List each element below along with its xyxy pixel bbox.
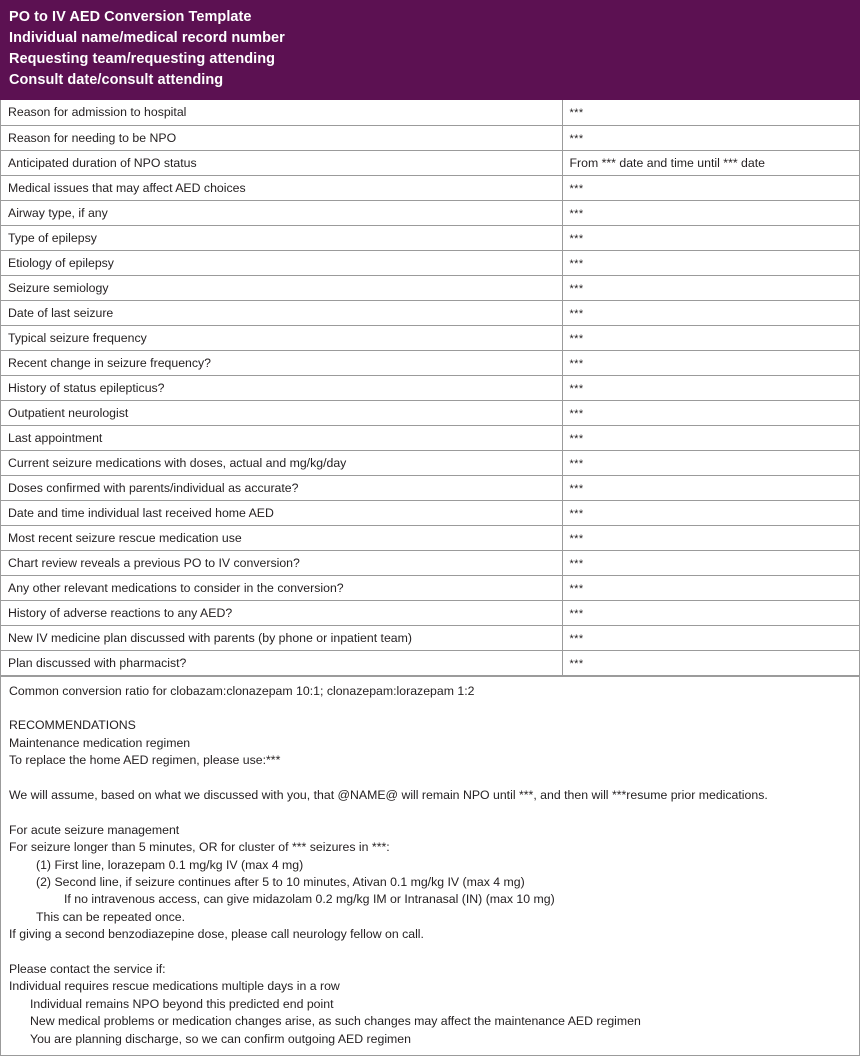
intake-table-body — [1, 100, 860, 675]
table-cell-label: Date and time individual last received home AED — [1, 500, 562, 525]
table-cell-label: Seizure semiology — [1, 275, 562, 300]
note-line: If giving a second benzodiazepine dose, please call neurology fellow on call. — [9, 927, 424, 942]
table-row — [1, 250, 860, 275]
table-cell-value[interactable]: *** — [562, 400, 860, 425]
header-line-individual: Individual name/medical record number — [9, 30, 285, 46]
table-cell-value[interactable]: From *** date and time until *** date — [562, 150, 860, 175]
table-cell-label: Outpatient neurologist — [1, 400, 562, 425]
table-cell-label: History of adverse reactions to any AED? — [1, 600, 562, 625]
note-line: For seizure longer than 5 minutes, OR for cluster of *** seizures in ***: — [9, 840, 390, 855]
table-cell-label: New IV medicine plan discussed with parents (by phone or inpatient team) — [1, 625, 562, 650]
table-cell-label: Any other relevant medications to consider in the conversion? — [1, 575, 562, 600]
table-cell-label: Typical seizure frequency — [1, 325, 562, 350]
note-spacer — [9, 944, 851, 961]
intake-table-container — [0, 100, 860, 677]
table-row — [1, 200, 860, 225]
table-cell-value[interactable]: *** — [562, 575, 860, 600]
table-cell-label: Reason for admission to hospital — [1, 100, 562, 125]
table-row — [1, 475, 860, 500]
table-row — [1, 350, 860, 375]
note-line: RECOMMENDATIONS — [9, 718, 136, 733]
table-cell-value[interactable]: *** — [562, 600, 860, 625]
table-row — [1, 600, 860, 625]
table-cell-label: Chart review reveals a previous PO to IV conversion? — [1, 550, 562, 575]
table-row — [1, 275, 860, 300]
table-cell-value[interactable]: *** — [562, 475, 860, 500]
header-line-title: PO to IV AED Conversion Template — [9, 9, 252, 25]
table-cell-value[interactable]: *** — [562, 325, 860, 350]
table-cell-label: Anticipated duration of NPO status — [1, 150, 562, 175]
table-cell-label: Most recent seizure rescue medication use — [1, 525, 562, 550]
table-cell-label: Current seizure medications with doses, actual and mg/kg/day — [1, 450, 562, 475]
note-line: Please contact the service if: — [9, 961, 166, 976]
table-row — [1, 575, 860, 600]
table-cell-label: Last appointment — [1, 425, 562, 450]
table-cell-value[interactable]: *** — [562, 125, 860, 150]
note-line: (1) First line, lorazepam 0.1 mg/kg IV (max 4 mg) — [36, 857, 304, 872]
table-cell-label: Plan discussed with pharmacist? — [1, 650, 562, 675]
table-row — [1, 500, 860, 525]
table-row — [1, 425, 860, 450]
note-spacer — [9, 804, 851, 821]
table-cell-value[interactable]: *** — [562, 300, 860, 325]
table-cell-label: Type of epilepsy — [1, 225, 562, 250]
table-row — [1, 400, 860, 425]
recommendations-block — [0, 677, 860, 1056]
table-cell-value[interactable]: *** — [562, 225, 860, 250]
table-row — [1, 525, 860, 550]
note-line: Common conversion ratio for clobazam:clonazepam 10:1; clonazepam:lorazepam 1:2 — [9, 683, 475, 698]
table-cell-label: History of status epilepticus? — [1, 375, 562, 400]
table-cell-value[interactable]: *** — [562, 525, 860, 550]
table-row — [1, 650, 860, 675]
table-cell-value[interactable]: *** — [562, 625, 860, 650]
table-row — [1, 550, 860, 575]
table-cell-value[interactable]: *** — [562, 450, 860, 475]
table-row — [1, 175, 860, 200]
recommendations-body — [9, 683, 851, 1048]
note-line: (2) Second line, if seizure continues after 5 to 10 minutes, Ativan 0.1 mg/kg IV (max 4 mg) — [36, 874, 525, 889]
table-cell-label: Etiology of epilepsy — [1, 250, 562, 275]
table-row — [1, 125, 860, 150]
table-cell-value[interactable]: *** — [562, 550, 860, 575]
table-row — [1, 450, 860, 475]
table-cell-value[interactable]: *** — [562, 200, 860, 225]
table-row — [1, 300, 860, 325]
note-line: This can be repeated once. — [36, 909, 186, 924]
note-line: If no intravenous access, can give midazolam 0.2 mg/kg IM or Intranasal (IN) (max 10 mg) — [64, 892, 555, 907]
table-row — [1, 150, 860, 175]
table-cell-value[interactable]: *** — [562, 350, 860, 375]
table-cell-value[interactable]: *** — [562, 650, 860, 675]
table-cell-value[interactable]: *** — [562, 250, 860, 275]
table-cell-label: Recent change in seizure frequency? — [1, 350, 562, 375]
header-line-requesting-team: Requesting team/requesting attending — [9, 51, 276, 67]
note-spacer — [9, 770, 851, 787]
table-cell-value[interactable]: *** — [562, 275, 860, 300]
table-cell-value[interactable]: *** — [562, 100, 860, 125]
table-cell-value[interactable]: *** — [562, 375, 860, 400]
table-cell-label: Reason for needing to be NPO — [1, 125, 562, 150]
table-row — [1, 100, 860, 125]
table-row — [1, 625, 860, 650]
intake-table — [1, 100, 860, 676]
table-cell-label: Doses confirmed with parents/individual as accurate? — [1, 475, 562, 500]
note-line: Individual requires rescue medications multiple days in a row — [9, 979, 340, 994]
note-line: For acute seizure management — [9, 822, 180, 837]
table-cell-value[interactable]: *** — [562, 500, 860, 525]
note-line: You are planning discharge, so we can confirm outgoing AED regimen — [30, 1031, 411, 1046]
table-cell-value[interactable]: *** — [562, 175, 860, 200]
table-row — [1, 325, 860, 350]
document-header — [0, 0, 860, 100]
note-line: New medical problems or medication changes arise, as such changes may affect the maintenance AED regimen — [30, 1014, 641, 1029]
table-row — [1, 375, 860, 400]
note-line: Individual remains NPO beyond this predicted end point — [30, 996, 334, 1011]
note-line: We will assume, based on what we discussed with you, that @NAME@ will remain NPO until ***, and then will ***resume prior medications. — [9, 787, 768, 802]
header-line-consult: Consult date/consult attending — [9, 72, 224, 88]
table-cell-label: Airway type, if any — [1, 200, 562, 225]
table-cell-value[interactable]: *** — [562, 425, 860, 450]
note-line: Maintenance medication regimen — [9, 735, 191, 750]
note-line: To replace the home AED regimen, please use:*** — [9, 753, 281, 768]
table-cell-label: Medical issues that may affect AED choices — [1, 175, 562, 200]
table-row — [1, 225, 860, 250]
note-spacer — [9, 700, 851, 717]
table-cell-label: Date of last seizure — [1, 300, 562, 325]
